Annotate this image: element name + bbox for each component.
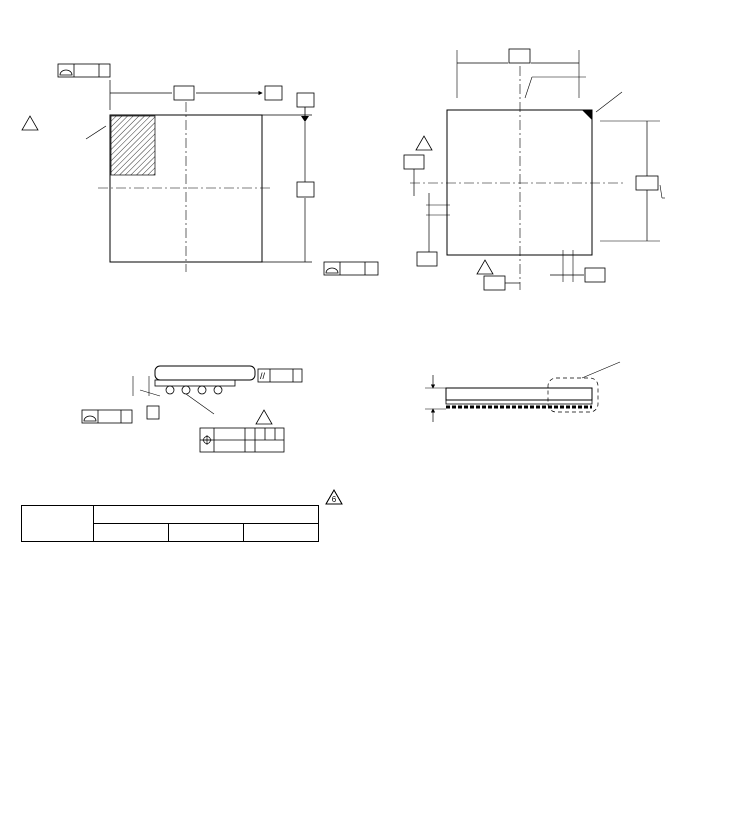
ee-box xyxy=(585,268,605,282)
notes-section xyxy=(328,488,748,504)
dimensions-table xyxy=(21,505,319,542)
dim-e1-box xyxy=(509,49,530,63)
ed-box xyxy=(417,252,437,266)
datum-b-box xyxy=(265,86,282,100)
dim-e-box xyxy=(174,86,194,100)
symbol-header xyxy=(22,506,94,542)
bottom-view xyxy=(404,49,665,290)
a1-chamfer xyxy=(582,110,592,120)
dim-d1-box xyxy=(636,176,658,190)
package-bottom xyxy=(447,110,592,255)
dimensions-header xyxy=(94,506,319,524)
svg-text:6: 6 xyxy=(331,495,337,504)
se-box xyxy=(484,276,505,290)
a1-corner-hatch xyxy=(111,116,155,175)
datum-a-box xyxy=(297,93,314,107)
max-header xyxy=(244,524,319,542)
detail-package xyxy=(155,366,255,380)
top-view xyxy=(22,64,378,275)
flatness-icon xyxy=(60,70,72,75)
nom-header xyxy=(169,524,244,542)
datum-c-box xyxy=(147,406,159,419)
side-body xyxy=(446,388,592,400)
dim-d-box xyxy=(297,182,314,197)
detail-a xyxy=(82,366,302,452)
svg-text://: // xyxy=(260,371,266,381)
min-header xyxy=(94,524,169,542)
sd-box xyxy=(404,155,424,169)
side-view xyxy=(425,362,620,422)
note7-triangle xyxy=(22,116,38,130)
